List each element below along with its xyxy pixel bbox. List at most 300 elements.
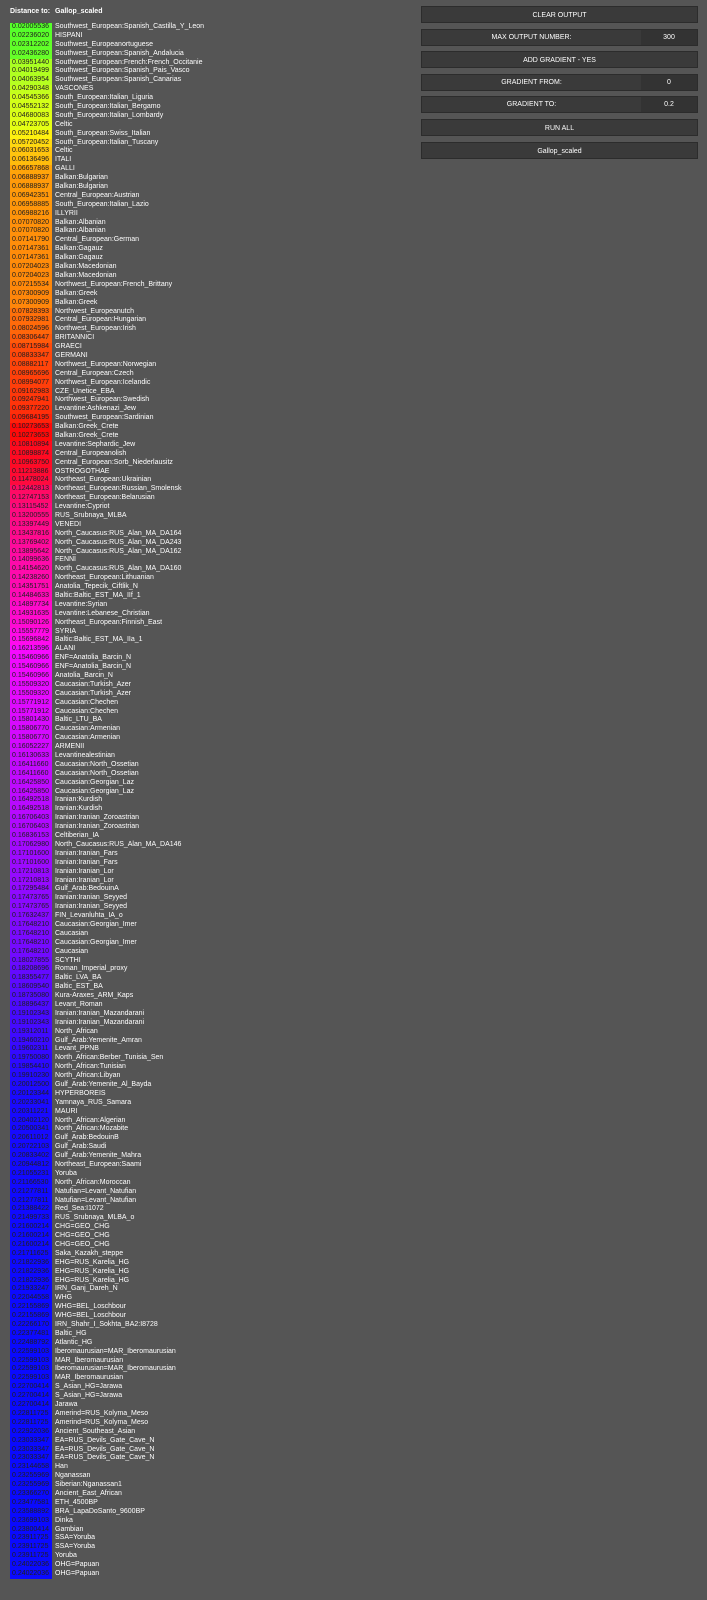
population-name: Amerind=RUS_Kolyma_Meso	[55, 1409, 149, 1417]
population-name: ITALI	[55, 156, 72, 164]
distance-value: 0.15090126	[10, 619, 52, 628]
population-name: North_African:Tunisian	[55, 1063, 126, 1071]
result-row	[10, 1028, 405, 1037]
result-row	[10, 1517, 405, 1526]
population-name: Iranian:Kurdish	[55, 805, 103, 813]
distance-value: 0.13769402	[10, 539, 52, 548]
population-name: South_European:Italian_Lombardy	[55, 111, 164, 119]
population-name: North_African:Algerian	[55, 1116, 126, 1124]
result-row	[10, 1392, 405, 1401]
result-row	[10, 894, 405, 903]
result-row	[10, 1179, 405, 1188]
max-output-input[interactable]	[641, 30, 697, 45]
gradient-from-input[interactable]	[641, 75, 697, 90]
population-name: IRN_Shahr_I_Sokhta_BA2:I8728	[55, 1321, 158, 1329]
distance-value: 0.11213886	[10, 468, 52, 477]
result-row	[10, 1570, 405, 1579]
result-row	[10, 1108, 405, 1117]
distance-value: 0.14931635	[10, 610, 52, 619]
distance-value: 0.02236020	[10, 32, 52, 41]
result-row	[10, 1552, 405, 1561]
controls-panel	[421, 6, 698, 164]
population-name: Southwest_European:Spanish_Andalucia	[55, 49, 184, 57]
result-row	[10, 628, 405, 637]
population-name: North_Caucasus:RUS_Alan_MA_DA162	[55, 547, 182, 555]
result-row	[10, 459, 405, 468]
population-name: RUS_Srubnaya_MLBA	[55, 511, 127, 519]
result-row	[10, 850, 405, 859]
distance-value: 0.19102343	[10, 1010, 52, 1019]
distance-value: 0.08994077	[10, 379, 52, 388]
result-row	[10, 1410, 405, 1419]
distance-value: 0.17062980	[10, 841, 52, 850]
result-row	[10, 379, 405, 388]
population-name: Balkan:Gagauz	[55, 254, 103, 262]
population-name: Baltic:Baltic_EST_MA_IIf_1	[55, 592, 141, 599]
gradient-to-label: GRADIENT TO:	[506, 101, 557, 109]
result-row	[10, 1232, 405, 1241]
population-name: OSTROGOTHAE	[55, 467, 110, 475]
result-row	[10, 788, 405, 797]
result-row	[10, 957, 405, 966]
population-name: Ancient_Southeast_Asian	[55, 1427, 136, 1435]
population-name: Northwest_European:French_Brittany	[55, 280, 173, 288]
distance-value: 0.08306447	[10, 334, 52, 343]
population-name: Celtic	[55, 120, 73, 128]
population-name: Ancient_East_African	[55, 1489, 122, 1497]
result-row	[10, 1446, 405, 1455]
population-name: Caucasian:Georgian_Laz	[55, 778, 134, 786]
result-row	[10, 94, 405, 103]
result-row	[10, 1214, 405, 1223]
distance-value: 0.21600214	[10, 1223, 52, 1232]
result-row	[10, 565, 405, 574]
population-name: SCYTHI	[55, 956, 81, 964]
result-row	[10, 699, 405, 708]
result-row	[10, 734, 405, 743]
population-name: EA=RUS_Devils_Gate_Cave_N	[55, 1436, 155, 1444]
population-name: Balkan:Macedonian	[55, 263, 117, 271]
result-row	[10, 85, 405, 94]
result-row	[10, 1134, 405, 1143]
distance-value: 0.02312202	[10, 41, 52, 50]
distance-value: 0.07141790	[10, 236, 52, 245]
result-row	[10, 227, 405, 236]
population-name: MAR_Iberomaurusian	[55, 1356, 124, 1364]
result-row	[10, 974, 405, 983]
result-row	[10, 574, 405, 583]
distance-value: 0.06942351	[10, 192, 52, 201]
population-name: Baltic_LTU_BA	[55, 716, 102, 724]
distance-value: 0.21055231	[10, 1170, 52, 1179]
distance-value: 0.19102343	[10, 1019, 52, 1028]
population-name: Iranian:Iranian_Lor	[55, 876, 114, 884]
distance-value: 0.06988216	[10, 210, 52, 219]
result-row	[10, 41, 405, 50]
result-row	[10, 1499, 405, 1508]
distance-value: 0.10273653	[10, 432, 52, 441]
result-row	[10, 236, 405, 245]
result-row	[10, 281, 405, 290]
distance-value: 0.19750080	[10, 1054, 52, 1063]
distance-value: 0.16411660	[10, 761, 52, 770]
distance-value: 0.23033347	[10, 1446, 52, 1455]
population-name: Caucasian:Chechen	[55, 698, 119, 706]
distance-value: 0.08715984	[10, 343, 52, 352]
population-name: Caucasian:Georgian_Imer	[55, 938, 137, 946]
distance-value: 0.07300909	[10, 299, 52, 308]
result-row	[10, 112, 405, 121]
population-name: Natufian=Levant_Natufian	[55, 1196, 137, 1204]
population-name: North_Caucasus:RUS_Alan_MA_DA243	[55, 538, 182, 546]
population-name: Yamnaya_RUS_Samara	[55, 1098, 132, 1106]
population-name: South_European:Italian_Liguria	[55, 94, 154, 102]
population-name: RUS_Srubnaya_MLBA_o	[55, 1214, 135, 1222]
population-name: Iberomaurusian=MAR_Iberomaurusian	[55, 1365, 176, 1373]
population-name: Levantinealestinian	[55, 752, 115, 760]
distance-value: 0.15806770	[10, 734, 52, 743]
distance-value: 0.23800414	[10, 1526, 52, 1535]
result-row	[10, 388, 405, 397]
result-row	[10, 868, 405, 877]
distance-value: 0.12442813	[10, 485, 52, 494]
result-row	[10, 130, 405, 139]
population-name: Yoruba	[55, 1169, 77, 1177]
result-row	[10, 290, 405, 299]
population-name: HYPERBOREIS	[55, 1089, 106, 1097]
result-row	[10, 725, 405, 734]
result-row	[10, 548, 405, 557]
population-name: MAURI	[55, 1107, 78, 1115]
distance-value: 0.06888937	[10, 174, 52, 183]
population-name: Iranian:Iranian_Fars	[55, 858, 118, 866]
result-row	[10, 877, 405, 886]
distance-value: 0.18355477	[10, 974, 52, 983]
distance-value: 0.15557779	[10, 628, 52, 637]
distance-value: 0.04019499	[10, 67, 52, 76]
population-name: EHG=RUS_Karelia_HG	[55, 1258, 130, 1266]
distance-value: 0.13115452	[10, 503, 52, 512]
result-row	[10, 494, 405, 503]
distance-value: 0.04680083	[10, 112, 52, 121]
distance-value: 0.07932981	[10, 316, 52, 325]
population-name: VASCONES	[55, 85, 94, 93]
population-name: Dinka	[55, 1516, 73, 1524]
population-name: EA=RUS_Devils_Gate_Cave_N	[55, 1454, 155, 1462]
population-name: Iranian:Iranian_Zoroastrian	[55, 823, 140, 831]
result-row	[10, 1197, 405, 1206]
population-name: Central_Europeanolish	[55, 449, 127, 457]
population-name: Southwest_European:French:French_Occitanie	[55, 58, 203, 66]
population-name: Northwest_Europeanutch	[55, 307, 134, 315]
result-row	[10, 903, 405, 912]
distance-value: 0.20722103	[10, 1143, 52, 1152]
population-name: WHG=BEL_Loschbour	[55, 1312, 127, 1320]
population-name: Siberian:Nganassan1	[55, 1481, 122, 1489]
population-name: Central_European:Austrian	[55, 191, 140, 199]
result-row	[10, 1241, 405, 1250]
result-row	[10, 921, 405, 930]
population-name: OHG=Papuan	[55, 1561, 100, 1569]
distance-value: 0.18735080	[10, 992, 52, 1001]
population-name: Northeast_European:Russian_Smolensk	[55, 485, 182, 493]
distance-value: 0.23588892	[10, 1508, 52, 1517]
distance-value: 0.22811725	[10, 1419, 52, 1428]
distance-value: 0.20311221	[10, 1108, 52, 1117]
population-name: ILLYRII	[55, 209, 78, 217]
distance-value: 0.14897734	[10, 601, 52, 610]
distance-value: 0.15771912	[10, 699, 52, 708]
result-row	[10, 316, 405, 325]
result-row	[10, 512, 405, 521]
population-name: Balkan:Greek_Crete	[55, 423, 119, 431]
distance-value: 0.09162983	[10, 388, 52, 397]
result-row	[10, 219, 405, 228]
distance-value: 0.22922036	[10, 1428, 52, 1437]
population-name: Central_European:German	[55, 236, 140, 244]
distance-value: 0.15771912	[10, 708, 52, 717]
population-name: GERMANI	[55, 351, 88, 359]
population-name: Iberomaurusian=MAR_Iberomaurusian	[55, 1347, 176, 1355]
gradient-to-field	[421, 96, 698, 113]
distance-value: 0.16052227	[10, 743, 52, 752]
distance-value: 0.13437816	[10, 530, 52, 539]
population-name: Caucasian:Turkish_Azer	[55, 689, 131, 697]
distance-value: 0.21822936	[10, 1259, 52, 1268]
population-name: Northeast_European:Lithuanian	[55, 574, 154, 582]
distance-value: 0.17473765	[10, 894, 52, 903]
result-row	[10, 147, 405, 156]
result-row	[10, 690, 405, 699]
distance-value: 0.23255969	[10, 1481, 52, 1490]
distance-value: 0.22155869	[10, 1312, 52, 1321]
result-row	[10, 343, 405, 352]
distance-value: 0.15696842	[10, 636, 52, 645]
results-header	[10, 5, 405, 18]
population-name: BRITANNICI	[55, 334, 95, 342]
distance-value: 0.17101600	[10, 850, 52, 859]
distance-value: 0.14154620	[10, 565, 52, 574]
distance-value: 0.07215534	[10, 281, 52, 290]
result-row	[10, 432, 405, 441]
population-name: Balkan:Greek	[55, 298, 98, 306]
distance-value: 0.13397449	[10, 521, 52, 530]
result-row	[10, 1339, 405, 1348]
result-row	[10, 423, 405, 432]
population-name: Southwest_European:Spanish_Pais_Vasco	[55, 67, 190, 75]
population-name: Celtiberian_IA	[55, 832, 99, 840]
population-name: South_European:Italian_Bergamo	[55, 103, 161, 111]
distance-value: 0.04063954	[10, 76, 52, 85]
population-name: Balkan:Bulgarian	[55, 174, 108, 182]
result-row	[10, 619, 405, 628]
distance-value: 0.08965696	[10, 370, 52, 379]
distance-value: 0.23033347	[10, 1454, 52, 1463]
result-row	[10, 592, 405, 601]
result-row	[10, 201, 405, 210]
population-name: North_Caucasus:RUS_Alan_MA_DA160	[55, 565, 182, 573]
population-name: Caucasian:Turkish_Azer	[55, 680, 131, 688]
result-row	[10, 610, 405, 619]
result-row	[10, 1090, 405, 1099]
distance-value: 0.21822936	[10, 1268, 52, 1277]
distance-value: 0.14484633	[10, 592, 52, 601]
population-name: South_European:Italian_Tuscany	[55, 138, 159, 146]
result-row	[10, 183, 405, 192]
population-name: ENF=Anatolia_Barcin_N	[55, 663, 132, 671]
population-name: Kura-Araxes_ARM_Kaps	[55, 992, 134, 1000]
result-row	[10, 1259, 405, 1268]
population-name: ALANI	[55, 645, 76, 653]
population-name: CZE_Unetice_EBA	[55, 387, 115, 395]
population-name: Levantine:Lebanese_Christian	[55, 609, 150, 617]
result-row	[10, 779, 405, 788]
distance-value: 0.22599103	[10, 1357, 52, 1366]
population-name: Levant_PPNB	[55, 1045, 99, 1053]
result-row	[10, 1010, 405, 1019]
distance-value: 0.10963750	[10, 459, 52, 468]
population-name: IRN_Ganj_Dareh_N	[55, 1285, 118, 1293]
population-name: Baltic_EST_BA	[55, 983, 103, 991]
target-population-button[interactable]: Gallop_scaled	[421, 142, 698, 159]
population-name: Natufian=Levant_Natufian	[55, 1187, 137, 1195]
result-row	[10, 1099, 405, 1108]
population-name: WHG=BEL_Loschbour	[55, 1303, 127, 1311]
distance-value: 0.23699103	[10, 1517, 52, 1526]
population-name: North_African	[55, 1027, 98, 1035]
population-name: HISPANI	[55, 31, 83, 39]
distance-value: 0.15801430	[10, 716, 52, 725]
gradient-to-input[interactable]	[641, 97, 697, 112]
population-name: Iranian:Kurdish	[55, 796, 103, 804]
population-name: GALLI	[55, 165, 75, 173]
result-row	[10, 299, 405, 308]
distance-value: 0.23477581	[10, 1499, 52, 1508]
result-row	[10, 405, 405, 414]
population-name: EA=RUS_Devils_Gate_Cave_N	[55, 1445, 155, 1453]
result-row	[10, 939, 405, 948]
distance-value: 0.21277811	[10, 1188, 52, 1197]
population-name: SYRIA	[55, 627, 77, 635]
result-row	[10, 1428, 405, 1437]
result-row	[10, 59, 405, 68]
result-row	[10, 441, 405, 450]
result-row	[10, 32, 405, 41]
distance-value: 0.13200555	[10, 512, 52, 521]
result-row	[10, 1072, 405, 1081]
result-row	[10, 1205, 405, 1214]
distance-value: 0.16411660	[10, 770, 52, 779]
distance-value: 0.18896437	[10, 1001, 52, 1010]
distance-value: 0.16492518	[10, 805, 52, 814]
population-name: Han	[55, 1463, 68, 1471]
population-name: Caucasian:Georgian_Imer	[55, 920, 137, 928]
run-all-button[interactable]: RUN ALL	[421, 119, 698, 136]
distance-value: 0.19312011	[10, 1028, 52, 1037]
distance-value: 0.16425850	[10, 788, 52, 797]
population-name: Gulf_Arab:Saudi	[55, 1143, 107, 1151]
add-gradient-button[interactable]: ADD GRADIENT - YES	[421, 51, 698, 68]
distance-value: 0.20944812	[10, 1161, 52, 1170]
result-row	[10, 1277, 405, 1286]
distance-value: 0.23144658	[10, 1463, 52, 1472]
population-name: Northwest_European:Swedish	[55, 396, 150, 404]
population-name: Northwest_European:Icelandic	[55, 378, 151, 386]
population-name: Balkan:Macedonian	[55, 271, 117, 279]
result-row	[10, 601, 405, 610]
distance-value: 0.16706403	[10, 814, 52, 823]
result-row	[10, 1223, 405, 1232]
population-name: Red_Sea:I1072	[55, 1205, 104, 1213]
result-row	[10, 1268, 405, 1277]
population-name: FIN_Levanluhta_IA_o	[55, 912, 123, 920]
population-name: South_European:Swiss_Italian	[55, 129, 151, 137]
distance-value: 0.19602311	[10, 1045, 52, 1054]
distance-value: 0.07204023	[10, 272, 52, 281]
distance-value: 0.02005536	[10, 23, 52, 32]
distance-value: 0.23366270	[10, 1490, 52, 1499]
result-row	[10, 1374, 405, 1383]
result-row	[10, 396, 405, 405]
population-name: Northwest_European:Norwegian	[55, 360, 157, 368]
distance-value: 0.09247941	[10, 396, 52, 405]
distance-value: 0.16425850	[10, 779, 52, 788]
result-row	[10, 770, 405, 779]
population-name: Amerind=RUS_Kolyma_Meso	[55, 1418, 149, 1426]
distance-value: 0.04290348	[10, 85, 52, 94]
population-name: Caucasian:Armenian	[55, 734, 120, 742]
result-row	[10, 254, 405, 263]
distance-value: 0.06031653	[10, 147, 52, 156]
population-name: Gambian	[55, 1525, 84, 1533]
result-row	[10, 165, 405, 174]
population-name: Iranian:Iranian_Lor	[55, 867, 114, 875]
result-row	[10, 121, 405, 130]
population-name: Southwest_European:Spanish_Castilla_Y_Leon	[55, 23, 205, 30]
population-name: VENEDI	[55, 520, 82, 528]
result-row	[10, 1161, 405, 1170]
population-name: EHG=RUS_Karelia_HG	[55, 1267, 130, 1275]
population-name: ARMENII	[55, 743, 85, 751]
distance-value: 0.17632437	[10, 912, 52, 921]
population-name: Gulf_Arab:Yemenite_Al_Bayda	[55, 1080, 152, 1088]
result-row	[10, 521, 405, 530]
distance-value: 0.22700414	[10, 1401, 52, 1410]
population-name: Nganassan	[55, 1472, 91, 1480]
population-name: North_African:Berber_Tunisia_Sen	[55, 1054, 164, 1062]
result-row	[10, 1365, 405, 1374]
result-row	[10, 476, 405, 485]
population-name: S_Asian_HG=Jarawa	[55, 1383, 123, 1391]
distance-value: 0.22811725	[10, 1410, 52, 1419]
clear-output-button[interactable]: CLEAR OUTPUT	[421, 6, 698, 23]
population-name: Levant_Roman	[55, 1000, 103, 1008]
population-name: North_Caucasus:RUS_Alan_MA_DA164	[55, 529, 182, 537]
population-name: North_African:Libyan	[55, 1072, 121, 1080]
population-name: Jarawa	[55, 1401, 78, 1409]
result-row	[10, 1437, 405, 1446]
distance-value: 0.17295484	[10, 885, 52, 894]
population-name: Saka_Kazakh_steppe	[55, 1249, 124, 1257]
population-name: Celtic	[55, 147, 73, 155]
result-row	[10, 76, 405, 85]
result-row	[10, 174, 405, 183]
result-row	[10, 1543, 405, 1552]
result-row	[10, 1081, 405, 1090]
result-row	[10, 1401, 405, 1410]
population-name: Balkan:Albanian	[55, 227, 106, 235]
population-name: Northeast_European:Finnish_East	[55, 618, 163, 626]
